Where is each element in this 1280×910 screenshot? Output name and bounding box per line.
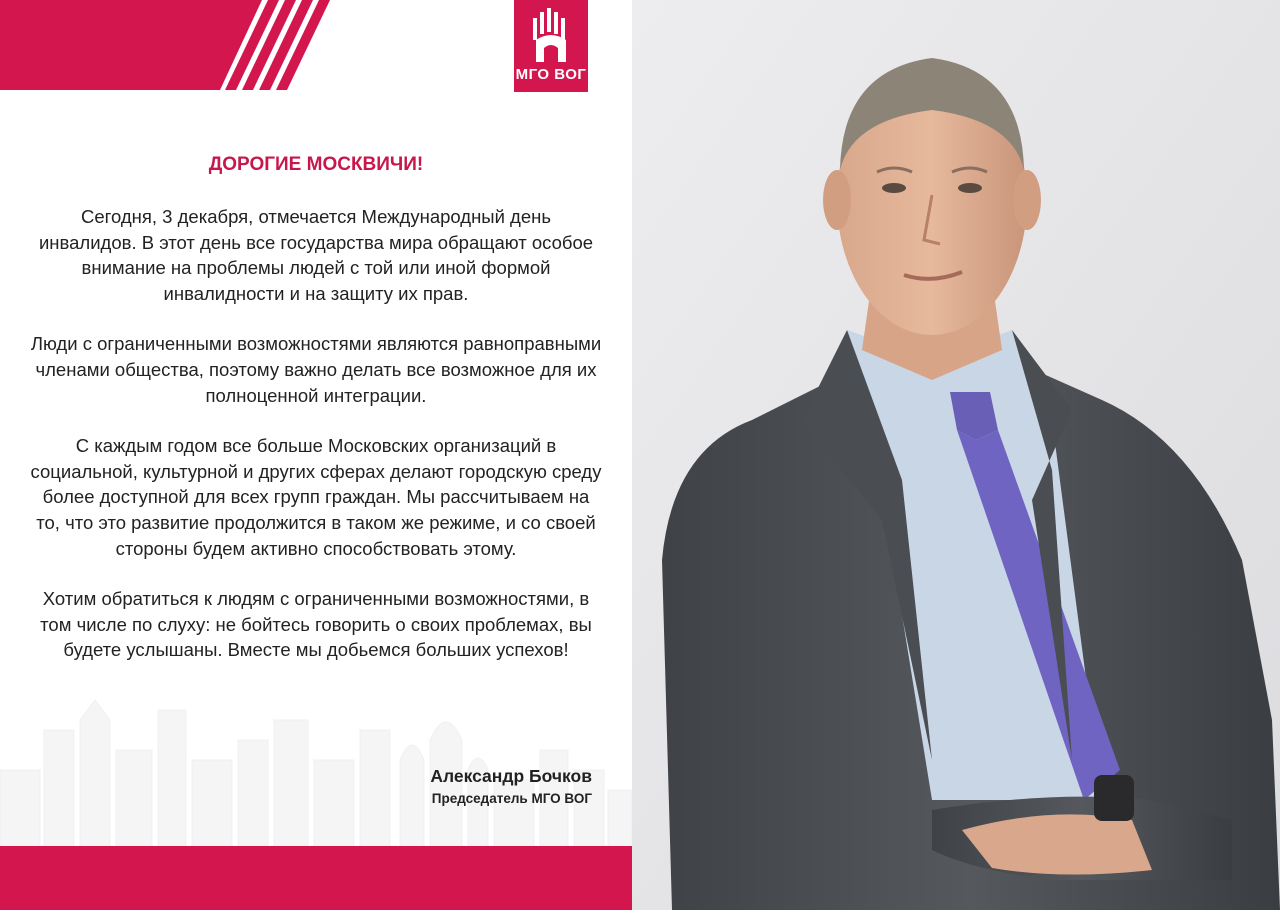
letter-panel [0, 0, 632, 910]
portrait-panel [632, 0, 1280, 910]
portrait-photo [632, 0, 1280, 910]
letter-paragraph: С каждым годом все больше Московских организаций в социальной, культурной и других сферах делают городскую среду более доступной для всех групп граждан. Мы рассчитываем на то, что это развитие продолжится в таком же режиме, и со своей стороны будем активно способствовать этому. [30, 435, 602, 559]
organization-logo [514, 0, 588, 92]
top-stripes-banner [0, 0, 345, 90]
bottom-banner [0, 846, 632, 910]
letter-body [30, 204, 602, 663]
hand-emblem-icon [514, 4, 588, 64]
signatory-name: Александр Бочков [430, 766, 592, 786]
letter-paragraph: Хотим обратиться к людям с ограниченными возможностями, в том числе по слуху: не бойтесь говорить о своих проблемах, вы будете услышаны. Вместе мы добьемся больших успехов! [40, 588, 592, 661]
signature-block [340, 766, 592, 806]
signatory-role: Председатель МГО ВОГ [431, 791, 592, 806]
logo-text: МГО ВОГ [515, 66, 587, 83]
letter-paragraph: Люди с ограниченными возможностями являются равноправными членами общества, поэтому важно делать все возможное для их полноценной интеграции. [30, 333, 602, 406]
letter-heading: ДОРОГИЕ МОСКВИЧИ! [208, 154, 424, 175]
letter-paragraph: Сегодня, 3 декабря, отмечается Международный день инвалидов. В этот день все государства мира обращают особое внимание на проблемы людей с той или иной формой инвалидности и на защиту их прав. [38, 206, 594, 304]
